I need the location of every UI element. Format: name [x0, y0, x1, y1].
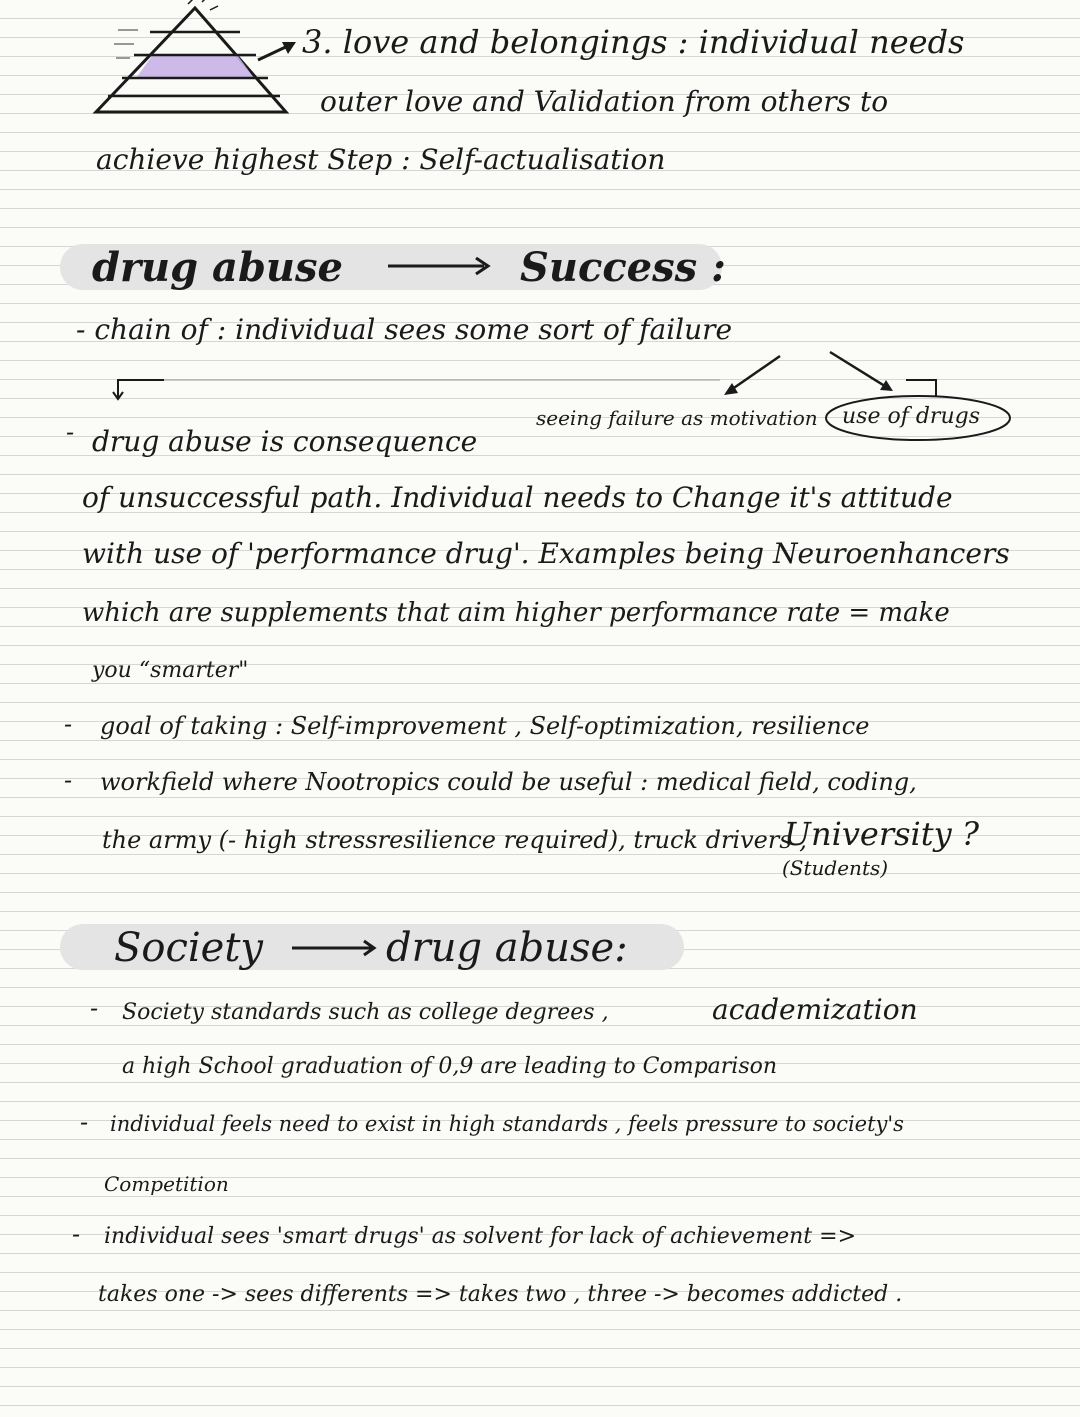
- section1-heading-right: Success :: [520, 244, 726, 291]
- society-line-1: Society standards such as college degrees ,: [122, 1000, 609, 1025]
- goal-line: goal of taking : Self-improvement , Self-optimization, resilience: [100, 712, 870, 740]
- pressure-line-1: individual feels need to exist in high standards , feels pressure to society's: [110, 1112, 904, 1136]
- arrow-icon: [724, 356, 780, 395]
- intro-line-3: achieve highest Step : Self-actualisation: [96, 143, 666, 176]
- paragraph1-line3: with use of 'performance drug'. Examples being Neuroenhancers: [82, 537, 1010, 570]
- bullet-dash: -: [72, 1220, 81, 1248]
- section2-heading-left: Society: [114, 925, 264, 971]
- society-line-2: a high School graduation of 0,9 are leading to Comparison: [122, 1054, 778, 1079]
- branch-right: use of drugs: [842, 404, 980, 429]
- bullet-dash: -: [64, 710, 73, 738]
- pressure-line-2: Competition: [104, 1172, 229, 1196]
- bullet-dash: -: [66, 418, 75, 446]
- section2-heading-right: drug abuse:: [386, 925, 628, 971]
- paragraph1-line1: drug abuse is consequence: [92, 425, 478, 458]
- paragraph1-line5: you “smarter": [92, 658, 249, 683]
- university-label: University ?: [784, 815, 980, 853]
- smartdrugs-line-2: takes one -> sees differents => takes two , three -> becomes addicted .: [98, 1282, 903, 1307]
- academization-label: academization: [712, 993, 918, 1026]
- intro-line-1: 3. love and belongings : individual needs: [302, 23, 965, 61]
- intro-line-2: outer love and Validation from others to: [320, 85, 889, 118]
- bullet-dash: -: [90, 994, 99, 1022]
- paragraph1-line2: of unsuccessful path. Individual needs to Change it's attitude: [82, 481, 953, 514]
- arrow-icon: [830, 352, 893, 391]
- arrow-icon: [388, 258, 488, 274]
- arrow-icon: [258, 42, 296, 60]
- workfield-line-1: workfield where Nootropics could be useful : medical field, coding,: [100, 768, 917, 796]
- arrow-icon: [292, 941, 374, 955]
- workfield-line-2: the army (- high stressresilience required), truck drivers ,: [102, 826, 807, 854]
- bullet-dash: -: [64, 766, 73, 794]
- students-label: (Students): [782, 856, 889, 880]
- bullet-dash: -: [80, 1108, 89, 1136]
- section1-heading-left: drug abuse: [92, 244, 343, 291]
- paragraph1-line4: which are supplements that aim higher performance rate = make: [82, 598, 950, 628]
- arrow-icon: [113, 380, 164, 399]
- branch-left: seeing failure as motivation: [536, 406, 818, 430]
- bracket-line: [906, 380, 936, 396]
- chain-line: - chain of : individual sees some sort of failure: [76, 313, 733, 346]
- smartdrugs-line-1: individual sees 'smart drugs' as solvent for lack of achievement =>: [104, 1224, 857, 1249]
